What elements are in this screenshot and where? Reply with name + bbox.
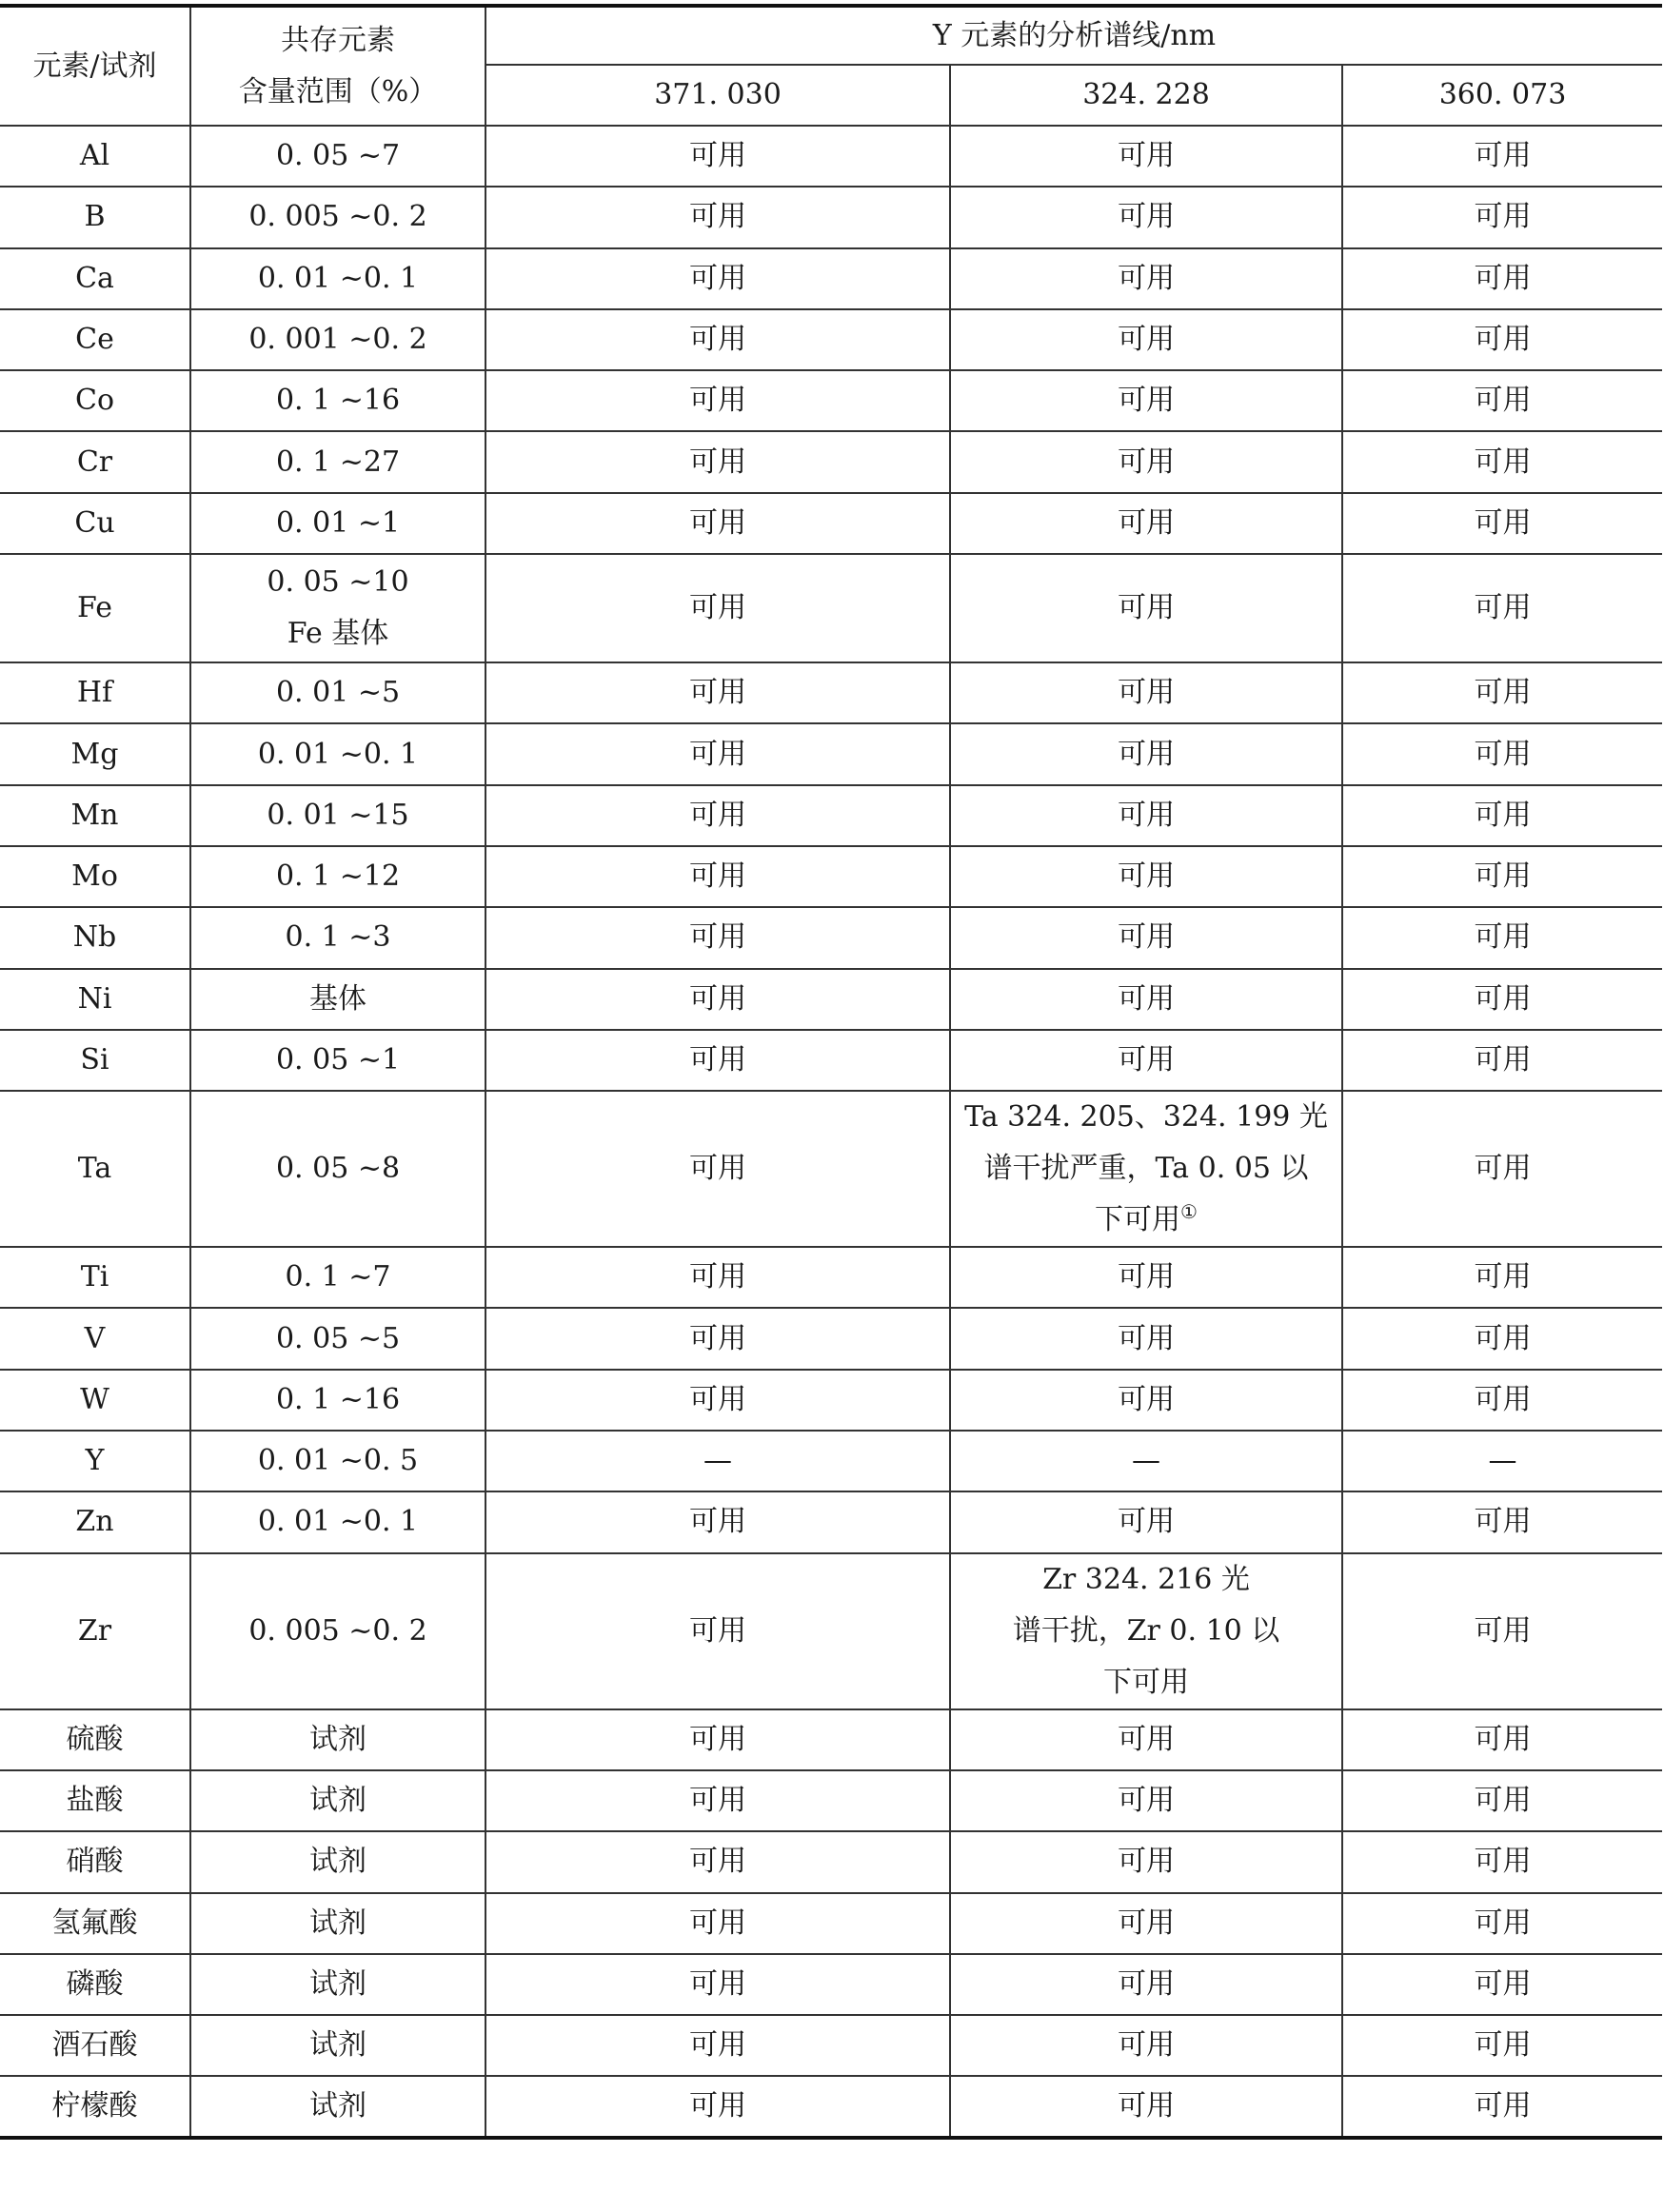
cell-line-3: 可用 [1342,2076,1662,2137]
cell-line-1: 可用 [485,1247,950,1308]
cell-range: 0. 01 ~5 [190,662,485,723]
cell-element: 硫酸 [0,1709,190,1770]
cell-range: 0. 01 ~0. 1 [190,1491,485,1552]
cell-range: 0. 01 ~0. 1 [190,248,485,309]
table-row [0,248,1662,309]
table-row [0,1709,1662,1770]
table-row [0,554,1662,662]
cell-range: 0. 1 ~7 [190,1247,485,1308]
cell-line-2: 可用 [950,969,1342,1030]
table-row [0,1831,1662,1892]
cell-range: 试剂 [190,1893,485,1954]
cell-line-1: 可用 [485,969,950,1030]
cell-element: W [0,1370,190,1431]
table-row [0,907,1662,968]
header-analysis-lines: Y 元素的分析谱线/nm [485,6,1662,65]
cell-line-1: 可用 [485,1308,950,1369]
table-row [0,187,1662,247]
cell-line-1: 可用 [485,1491,950,1552]
cell-range [190,554,485,662]
cell-line-1: 可用 [485,1370,950,1431]
cell-element: 磷酸 [0,1954,190,2015]
cell-line-2: 可用 [950,1491,1342,1552]
cell-element: Ca [0,248,190,309]
cell-range: 0. 005 ~0. 2 [190,1553,485,1709]
cell-line-1: 可用 [485,2076,950,2137]
footnote-marker: ① [1180,1200,1198,1224]
cell-element: Cu [0,493,190,554]
cell-line-2: 可用 [950,1370,1342,1431]
cell-line-3: 可用 [1342,1030,1662,1091]
table-row [0,846,1662,907]
table-row [0,1770,1662,1831]
cell-range: 基体 [190,969,485,1030]
cell-element: Ta [0,1091,190,1247]
cell-element: Fe [0,554,190,662]
cell-element: Nb [0,907,190,968]
cell-line-3: 可用 [1342,1247,1662,1308]
cell-line-3: 可用 [1342,1308,1662,1369]
cell-range-line2: Fe 基体 [287,617,389,651]
cell-range: 0. 05 ~5 [190,1308,485,1369]
cell-line-1: 可用 [485,309,950,370]
header-range [190,6,485,126]
cell-line-2: 可用 [950,1030,1342,1091]
cell-line-3: 可用 [1342,187,1662,247]
cell-line-1: 可用 [485,662,950,723]
table-row [0,370,1662,431]
cell-element: Mg [0,723,190,784]
cell-range: 试剂 [190,1709,485,1770]
cell-element: Ti [0,1247,190,1308]
cell-range: 0. 1 ~3 [190,907,485,968]
interference-table [0,4,1662,2140]
cell-range: 0. 1 ~16 [190,1370,485,1431]
cell-line-1: 可用 [485,1553,950,1709]
cell-line-3: 可用 [1342,309,1662,370]
cell-line-3: 可用 [1342,1370,1662,1431]
note-line3: 下可用 [1103,1665,1189,1699]
cell-line-1: 可用 [485,431,950,492]
cell-line-2: 可用 [950,907,1342,968]
cell-line-1: 可用 [485,846,950,907]
cell-element: Cr [0,431,190,492]
cell-line-2: 可用 [950,1709,1342,1770]
cell-line-2: 可用 [950,554,1342,662]
cell-range: 0. 05 ~8 [190,1091,485,1247]
header-range-line2: 含量范围（%） [238,74,438,109]
table-row [0,2015,1662,2076]
cell-line-2: 可用 [950,723,1342,784]
cell-line-3: 可用 [1342,126,1662,187]
cell-element: Al [0,126,190,187]
cell-range: 试剂 [190,1831,485,1892]
cell-element: Mn [0,785,190,846]
cell-line-1: 可用 [485,1091,950,1247]
cell-line-1: 可用 [485,1954,950,2015]
cell-line-2: 可用 [950,493,1342,554]
cell-line-2: 可用 [950,662,1342,723]
cell-line-2: 可用 [950,248,1342,309]
cell-line-3: — [1342,1431,1662,1491]
cell-line-2: 可用 [950,370,1342,431]
cell-line-3: 可用 [1342,1491,1662,1552]
cell-range: 0. 001 ~0. 2 [190,309,485,370]
header-wavelength-1: 371. 030 [485,65,950,126]
note-line2: 谱干扰严重，Ta 0. 05 以 [983,1152,1309,1186]
cell-line-3: 可用 [1342,1893,1662,1954]
cell-line-3: 可用 [1342,2015,1662,2076]
cell-line-2: 可用 [950,309,1342,370]
cell-line-2: 可用 [950,126,1342,187]
table-row [0,431,1662,492]
note-line3 [951,1195,1341,1246]
cell-element: 盐酸 [0,1770,190,1831]
cell-element: Y [0,1431,190,1491]
cell-line-1: 可用 [485,554,950,662]
cell-range: 0. 01 ~15 [190,785,485,846]
cell-element: Ni [0,969,190,1030]
cell-element: Zr [0,1553,190,1709]
table-row [0,1553,1662,1709]
cell-line-1: 可用 [485,907,950,968]
cell-range: 0. 1 ~16 [190,370,485,431]
cell-line-1: 可用 [485,1893,950,1954]
cell-line-1: 可用 [485,2015,950,2076]
cell-line-1: 可用 [485,785,950,846]
cell-line-3: 可用 [1342,493,1662,554]
table-row [0,1091,1662,1247]
table-row [0,1431,1662,1491]
table-row [0,1491,1662,1552]
header-wavelength-3: 360. 073 [1342,65,1662,126]
cell-line-3: 可用 [1342,662,1662,723]
cell-line-2: 可用 [950,1831,1342,1892]
cell-range: 0. 1 ~27 [190,431,485,492]
cell-element: Co [0,370,190,431]
cell-line-3: 可用 [1342,723,1662,784]
header-element: 元素/试剂 [0,6,190,126]
cell-line-2: 可用 [950,846,1342,907]
cell-line-2: 可用 [950,1954,1342,2015]
cell-line-3: 可用 [1342,969,1662,1030]
cell-line-3: 可用 [1342,846,1662,907]
cell-element: 硝酸 [0,1831,190,1892]
table-row [0,1370,1662,1431]
cell-line-3: 可用 [1342,1954,1662,2015]
cell-line-1: 可用 [485,493,950,554]
cell-line-1: 可用 [485,1770,950,1831]
cell-element: B [0,187,190,247]
cell-range: 0. 005 ~0. 2 [190,187,485,247]
note-line2: 谱干扰，Zr 0. 10 以 [1012,1613,1280,1648]
cell-element: 酒石酸 [0,2015,190,2076]
table-row [0,309,1662,370]
cell-line-1: — [485,1431,950,1491]
cell-line-3: 可用 [1342,1831,1662,1892]
cell-line-2: 可用 [950,187,1342,247]
cell-line-2: 可用 [950,785,1342,846]
table-row [0,493,1662,554]
cell-line-1: 可用 [485,248,950,309]
cell-line-2-note [950,1091,1342,1247]
cell-element: Zn [0,1491,190,1552]
cell-line-3: 可用 [1342,1770,1662,1831]
cell-line-3: 可用 [1342,554,1662,662]
cell-line-1: 可用 [485,1831,950,1892]
note-line3-text: 下可用 [1095,1203,1181,1237]
cell-line-3: 可用 [1342,370,1662,431]
cell-element: 氢氟酸 [0,1893,190,1954]
cell-range: 0. 05 ~1 [190,1030,485,1091]
cell-element: V [0,1308,190,1369]
table-row [0,969,1662,1030]
cell-range: 试剂 [190,1954,485,2015]
table-row [0,2076,1662,2137]
cell-line-2: 可用 [950,431,1342,492]
cell-range: 试剂 [190,2076,485,2137]
header-wavelength-2: 324. 228 [950,65,1342,126]
cell-line-2: 可用 [950,1893,1342,1954]
cell-range-line1: 0. 05 ~10 [267,565,409,600]
cell-range: 0. 01 ~1 [190,493,485,554]
cell-range: 0. 01 ~0. 5 [190,1431,485,1491]
cell-line-2: 可用 [950,1247,1342,1308]
cell-range: 0. 01 ~0. 1 [190,723,485,784]
cell-range: 0. 1 ~12 [190,846,485,907]
note-line1: Ta 324. 205、324. 199 光 [964,1100,1328,1135]
cell-line-3: 可用 [1342,785,1662,846]
cell-range: 试剂 [190,1770,485,1831]
cell-line-1: 可用 [485,1709,950,1770]
cell-line-3: 可用 [1342,431,1662,492]
table-row [0,1030,1662,1091]
table-row [0,1308,1662,1369]
table-row [0,662,1662,723]
cell-range: 0. 05 ~7 [190,126,485,187]
cell-line-3: 可用 [1342,248,1662,309]
cell-line-1: 可用 [485,370,950,431]
cell-element: Mo [0,846,190,907]
table-row [0,723,1662,784]
table-row [0,1893,1662,1954]
table-row [0,1954,1662,2015]
table-row [0,785,1662,846]
cell-element: Si [0,1030,190,1091]
cell-line-3: 可用 [1342,1553,1662,1709]
cell-line-2: 可用 [950,2076,1342,2137]
cell-line-2: 可用 [950,1770,1342,1831]
cell-line-3: 可用 [1342,1709,1662,1770]
cell-line-2-note [950,1553,1342,1709]
cell-line-1: 可用 [485,126,950,187]
cell-element: Ce [0,309,190,370]
table-row [0,1247,1662,1308]
cell-line-1: 可用 [485,1030,950,1091]
header-range-line1: 共存元素 [281,23,395,57]
cell-element: Hf [0,662,190,723]
table-row [0,126,1662,187]
cell-line-1: 可用 [485,187,950,247]
note-line1: Zr 324. 216 光 [1042,1562,1250,1596]
cell-line-2: — [950,1431,1342,1491]
cell-line-3: 可用 [1342,907,1662,968]
cell-line-3: 可用 [1342,1091,1662,1247]
cell-line-1: 可用 [485,723,950,784]
cell-line-2: 可用 [950,2015,1342,2076]
cell-element: 柠檬酸 [0,2076,190,2137]
cell-line-2: 可用 [950,1308,1342,1369]
cell-range: 试剂 [190,2015,485,2076]
